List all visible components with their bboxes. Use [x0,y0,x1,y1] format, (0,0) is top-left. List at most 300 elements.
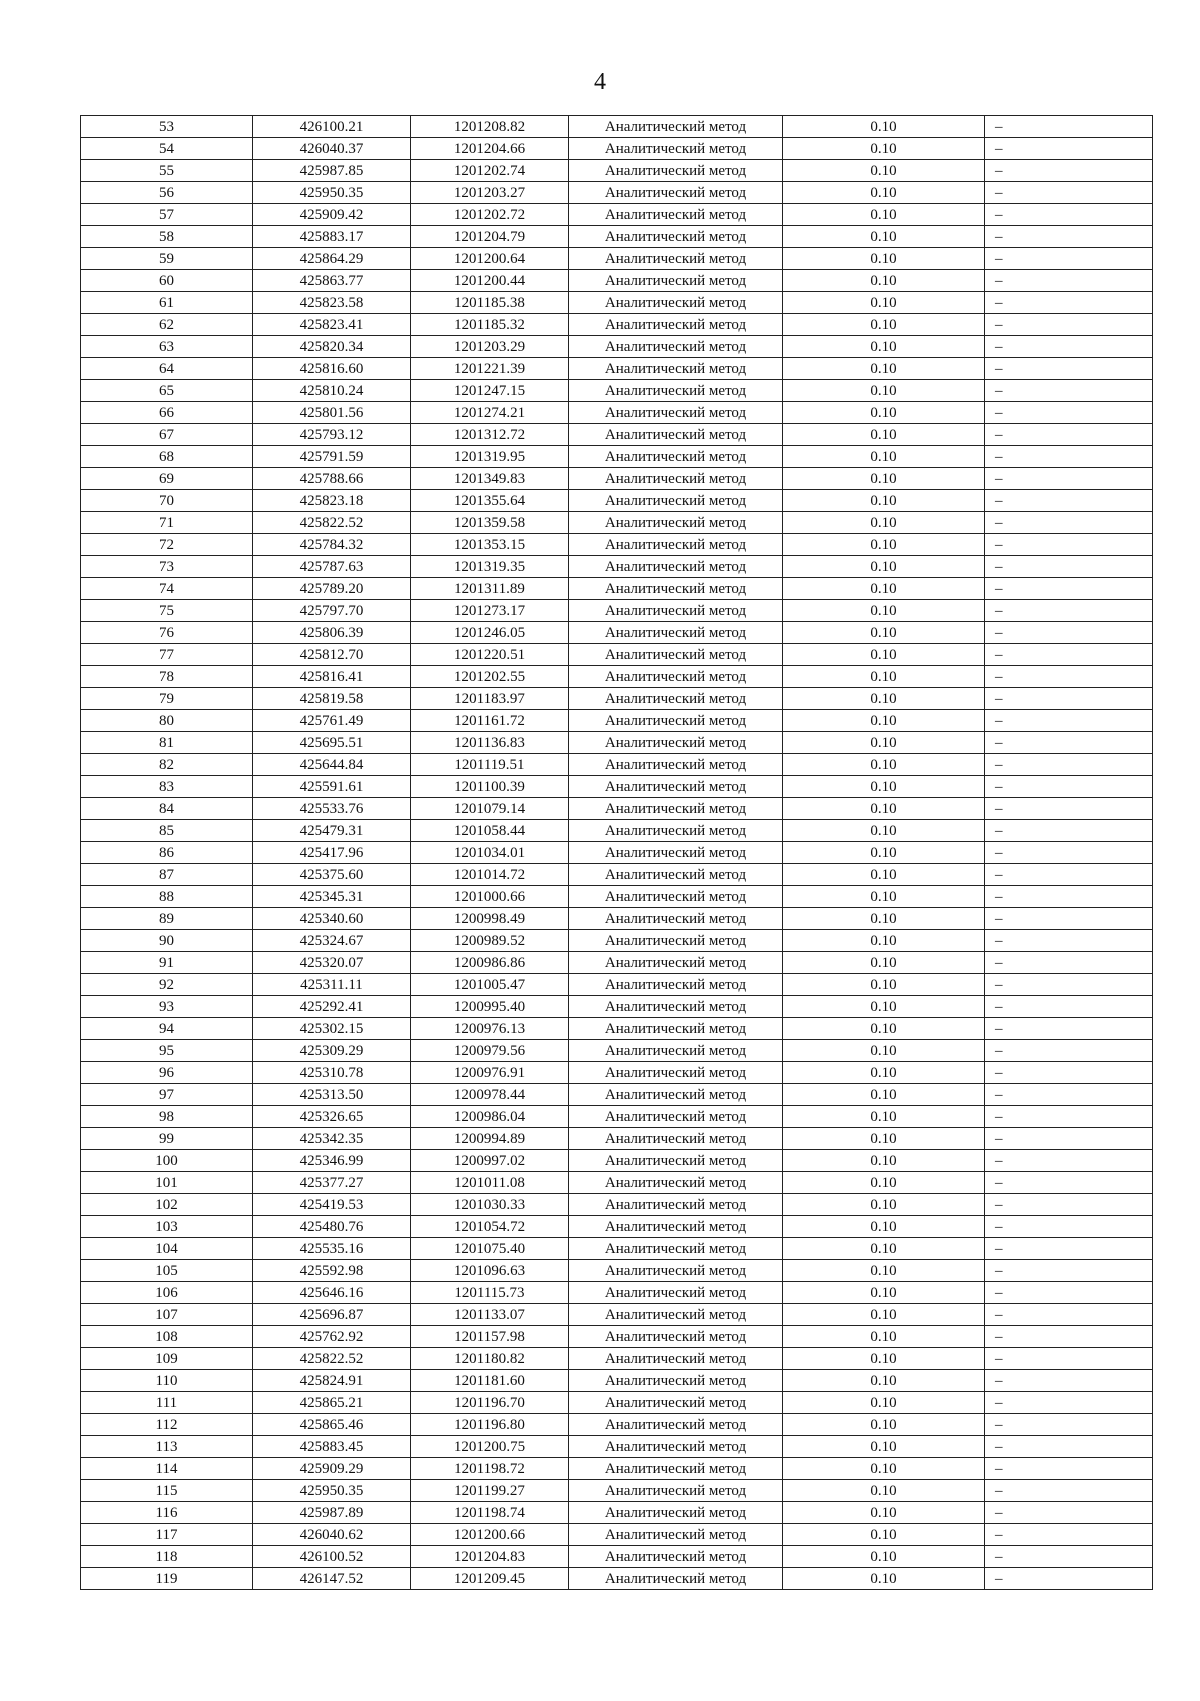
point-number-cell: 114 [81,1458,253,1480]
y-coordinate-cell: 1201200.66 [411,1524,569,1546]
point-number-cell: 75 [81,600,253,622]
description-cell: – [985,644,1153,666]
y-coordinate-cell: 1201100.39 [411,776,569,798]
x-coordinate-cell: 425592.98 [253,1260,411,1282]
x-coordinate-cell: 425820.34 [253,336,411,358]
precision-cell: 0.10 [783,644,985,666]
method-cell: Аналитический метод [569,160,783,182]
method-cell: Аналитический метод [569,1062,783,1084]
description-cell: – [985,732,1153,754]
description-cell: – [985,380,1153,402]
description-cell: – [985,270,1153,292]
method-cell: Аналитический метод [569,776,783,798]
x-coordinate-cell: 425812.70 [253,644,411,666]
description-cell: – [985,292,1153,314]
table-row [81,688,1153,710]
precision-cell: 0.10 [783,1436,985,1458]
point-number-cell: 77 [81,644,253,666]
precision-cell: 0.10 [783,1260,985,1282]
precision-cell: 0.10 [783,1524,985,1546]
method-cell: Аналитический метод [569,358,783,380]
x-coordinate-cell: 425909.42 [253,204,411,226]
method-cell: Аналитический метод [569,138,783,160]
description-cell: – [985,622,1153,644]
y-coordinate-cell: 1201180.82 [411,1348,569,1370]
precision-cell: 0.10 [783,226,985,248]
description-cell: – [985,402,1153,424]
x-coordinate-cell: 425479.31 [253,820,411,842]
table-row [81,534,1153,556]
x-coordinate-cell: 425591.61 [253,776,411,798]
precision-cell: 0.10 [783,248,985,270]
description-cell: – [985,446,1153,468]
x-coordinate-cell: 425883.45 [253,1436,411,1458]
precision-cell: 0.10 [783,1150,985,1172]
table-row [81,1326,1153,1348]
description-cell: – [985,864,1153,886]
point-number-cell: 85 [81,820,253,842]
table-row [81,138,1153,160]
description-cell: – [985,820,1153,842]
table-row [81,1128,1153,1150]
method-cell: Аналитический метод [569,1282,783,1304]
x-coordinate-cell: 426147.52 [253,1568,411,1590]
point-number-cell: 117 [81,1524,253,1546]
coordinates-table [80,115,1153,1590]
method-cell: Аналитический метод [569,1128,783,1150]
table-row [81,1282,1153,1304]
precision-cell: 0.10 [783,116,985,138]
precision-cell: 0.10 [783,952,985,974]
x-coordinate-cell: 425823.58 [253,292,411,314]
y-coordinate-cell: 1200989.52 [411,930,569,952]
x-coordinate-cell: 425417.96 [253,842,411,864]
method-cell: Аналитический метод [569,1304,783,1326]
point-number-cell: 68 [81,446,253,468]
point-number-cell: 107 [81,1304,253,1326]
description-cell: – [985,1392,1153,1414]
method-cell: Аналитический метод [569,248,783,270]
description-cell: – [985,798,1153,820]
point-number-cell: 80 [81,710,253,732]
description-cell: – [985,1370,1153,1392]
x-coordinate-cell: 425865.21 [253,1392,411,1414]
x-coordinate-cell: 425819.58 [253,688,411,710]
method-cell: Аналитический метод [569,842,783,864]
description-cell: – [985,556,1153,578]
method-cell: Аналитический метод [569,1370,783,1392]
precision-cell: 0.10 [783,1546,985,1568]
coordinates-table-body [81,116,1153,1590]
precision-cell: 0.10 [783,622,985,644]
description-cell: – [985,1194,1153,1216]
precision-cell: 0.10 [783,688,985,710]
x-coordinate-cell: 425310.78 [253,1062,411,1084]
description-cell: – [985,1436,1153,1458]
y-coordinate-cell: 1201209.45 [411,1568,569,1590]
point-number-cell: 60 [81,270,253,292]
point-number-cell: 76 [81,622,253,644]
x-coordinate-cell: 425987.89 [253,1502,411,1524]
table-row [81,292,1153,314]
precision-cell: 0.10 [783,314,985,336]
description-cell: – [985,908,1153,930]
table-row [81,820,1153,842]
method-cell: Аналитический метод [569,1018,783,1040]
precision-cell: 0.10 [783,1084,985,1106]
description-cell: – [985,182,1153,204]
description-cell: – [985,534,1153,556]
method-cell: Аналитический метод [569,1040,783,1062]
description-cell: – [985,776,1153,798]
precision-cell: 0.10 [783,1238,985,1260]
table-row [81,644,1153,666]
method-cell: Аналитический метод [569,226,783,248]
description-cell: – [985,974,1153,996]
x-coordinate-cell: 425309.29 [253,1040,411,1062]
y-coordinate-cell: 1201011.08 [411,1172,569,1194]
y-coordinate-cell: 1201312.72 [411,424,569,446]
point-number-cell: 70 [81,490,253,512]
y-coordinate-cell: 1200986.04 [411,1106,569,1128]
x-coordinate-cell: 425806.39 [253,622,411,644]
method-cell: Аналитический метод [569,710,783,732]
point-number-cell: 98 [81,1106,253,1128]
table-row [81,314,1153,336]
point-number-cell: 109 [81,1348,253,1370]
y-coordinate-cell: 1201034.01 [411,842,569,864]
y-coordinate-cell: 1201220.51 [411,644,569,666]
point-number-cell: 100 [81,1150,253,1172]
precision-cell: 0.10 [783,424,985,446]
precision-cell: 0.10 [783,1304,985,1326]
table-row [81,710,1153,732]
table-row [81,270,1153,292]
y-coordinate-cell: 1201198.72 [411,1458,569,1480]
y-coordinate-cell: 1201136.83 [411,732,569,754]
y-coordinate-cell: 1201054.72 [411,1216,569,1238]
table-row [81,1436,1153,1458]
x-coordinate-cell: 425788.66 [253,468,411,490]
description-cell: – [985,336,1153,358]
y-coordinate-cell: 1201183.97 [411,688,569,710]
description-cell: – [985,1260,1153,1282]
y-coordinate-cell: 1201200.44 [411,270,569,292]
method-cell: Аналитический метод [569,380,783,402]
description-cell: – [985,512,1153,534]
point-number-cell: 111 [81,1392,253,1414]
point-number-cell: 73 [81,556,253,578]
method-cell: Аналитический метод [569,1524,783,1546]
x-coordinate-cell: 425797.70 [253,600,411,622]
precision-cell: 0.10 [783,1062,985,1084]
point-number-cell: 113 [81,1436,253,1458]
method-cell: Аналитический метод [569,1568,783,1590]
point-number-cell: 57 [81,204,253,226]
point-number-cell: 105 [81,1260,253,1282]
method-cell: Аналитический метод [569,666,783,688]
table-row [81,380,1153,402]
method-cell: Аналитический метод [569,116,783,138]
y-coordinate-cell: 1201202.74 [411,160,569,182]
table-row [81,1546,1153,1568]
y-coordinate-cell: 1201349.83 [411,468,569,490]
y-coordinate-cell: 1201196.80 [411,1414,569,1436]
point-number-cell: 103 [81,1216,253,1238]
y-coordinate-cell: 1201000.66 [411,886,569,908]
x-coordinate-cell: 425822.52 [253,1348,411,1370]
method-cell: Аналитический метод [569,534,783,556]
x-coordinate-cell: 425793.12 [253,424,411,446]
point-number-cell: 119 [81,1568,253,1590]
x-coordinate-cell: 425320.07 [253,952,411,974]
description-cell: – [985,710,1153,732]
method-cell: Аналитический метод [569,864,783,886]
y-coordinate-cell: 1201157.98 [411,1326,569,1348]
y-coordinate-cell: 1201247.15 [411,380,569,402]
point-number-cell: 64 [81,358,253,380]
description-cell: – [985,930,1153,952]
method-cell: Аналитический метод [569,1348,783,1370]
precision-cell: 0.10 [783,798,985,820]
method-cell: Аналитический метод [569,292,783,314]
x-coordinate-cell: 425789.20 [253,578,411,600]
y-coordinate-cell: 1201359.58 [411,512,569,534]
x-coordinate-cell: 425787.63 [253,556,411,578]
x-coordinate-cell: 425823.41 [253,314,411,336]
point-number-cell: 79 [81,688,253,710]
method-cell: Аналитический метод [569,182,783,204]
x-coordinate-cell: 425375.60 [253,864,411,886]
y-coordinate-cell: 1201273.17 [411,600,569,622]
precision-cell: 0.10 [783,754,985,776]
x-coordinate-cell: 425480.76 [253,1216,411,1238]
y-coordinate-cell: 1201204.79 [411,226,569,248]
table-row [81,666,1153,688]
description-cell: – [985,754,1153,776]
description-cell: – [985,1018,1153,1040]
x-coordinate-cell: 425311.11 [253,974,411,996]
method-cell: Аналитический метод [569,644,783,666]
y-coordinate-cell: 1201133.07 [411,1304,569,1326]
y-coordinate-cell: 1201014.72 [411,864,569,886]
table-row [81,424,1153,446]
description-cell: – [985,1040,1153,1062]
description-cell: – [985,952,1153,974]
method-cell: Аналитический метод [569,204,783,226]
point-number-cell: 86 [81,842,253,864]
description-cell: – [985,578,1153,600]
precision-cell: 0.10 [783,446,985,468]
method-cell: Аналитический метод [569,1150,783,1172]
precision-cell: 0.10 [783,270,985,292]
precision-cell: 0.10 [783,908,985,930]
table-row [81,996,1153,1018]
table-row [81,952,1153,974]
description-cell: – [985,314,1153,336]
method-cell: Аналитический метод [569,1106,783,1128]
y-coordinate-cell: 1201203.29 [411,336,569,358]
y-coordinate-cell: 1201353.15 [411,534,569,556]
precision-cell: 0.10 [783,996,985,1018]
description-cell: – [985,996,1153,1018]
method-cell: Аналитический метод [569,1172,783,1194]
description-cell: – [985,666,1153,688]
precision-cell: 0.10 [783,358,985,380]
method-cell: Аналитический метод [569,336,783,358]
table-row [81,1172,1153,1194]
method-cell: Аналитический метод [569,402,783,424]
y-coordinate-cell: 1201198.74 [411,1502,569,1524]
x-coordinate-cell: 425863.77 [253,270,411,292]
description-cell: – [985,1480,1153,1502]
description-cell: – [985,1128,1153,1150]
method-cell: Аналитический метод [569,798,783,820]
precision-cell: 0.10 [783,732,985,754]
x-coordinate-cell: 426040.37 [253,138,411,160]
y-coordinate-cell: 1201075.40 [411,1238,569,1260]
point-number-cell: 88 [81,886,253,908]
precision-cell: 0.10 [783,402,985,424]
method-cell: Аналитический метод [569,468,783,490]
method-cell: Аналитический метод [569,446,783,468]
description-cell: – [985,1458,1153,1480]
y-coordinate-cell: 1200976.91 [411,1062,569,1084]
y-coordinate-cell: 1201181.60 [411,1370,569,1392]
table-row [81,1392,1153,1414]
point-number-cell: 101 [81,1172,253,1194]
table-row [81,468,1153,490]
point-number-cell: 58 [81,226,253,248]
table-row [81,358,1153,380]
table-row [81,336,1153,358]
y-coordinate-cell: 1200998.49 [411,908,569,930]
description-cell: – [985,226,1153,248]
x-coordinate-cell: 425864.29 [253,248,411,270]
y-coordinate-cell: 1201202.55 [411,666,569,688]
precision-cell: 0.10 [783,820,985,842]
table-row [81,1348,1153,1370]
point-number-cell: 72 [81,534,253,556]
table-row [81,1524,1153,1546]
precision-cell: 0.10 [783,556,985,578]
table-row [81,1106,1153,1128]
description-cell: – [985,1172,1153,1194]
y-coordinate-cell: 1201355.64 [411,490,569,512]
x-coordinate-cell: 425823.18 [253,490,411,512]
table-row [81,622,1153,644]
table-row [81,1480,1153,1502]
point-number-cell: 63 [81,336,253,358]
y-coordinate-cell: 1201115.73 [411,1282,569,1304]
table-row [81,1216,1153,1238]
y-coordinate-cell: 1201200.64 [411,248,569,270]
precision-cell: 0.10 [783,930,985,952]
precision-cell: 0.10 [783,974,985,996]
method-cell: Аналитический метод [569,688,783,710]
y-coordinate-cell: 1201274.21 [411,402,569,424]
method-cell: Аналитический метод [569,1480,783,1502]
description-cell: – [985,138,1153,160]
table-row [81,182,1153,204]
y-coordinate-cell: 1200995.40 [411,996,569,1018]
point-number-cell: 61 [81,292,253,314]
precision-cell: 0.10 [783,578,985,600]
x-coordinate-cell: 426100.52 [253,1546,411,1568]
x-coordinate-cell: 425695.51 [253,732,411,754]
x-coordinate-cell: 425816.41 [253,666,411,688]
precision-cell: 0.10 [783,468,985,490]
point-number-cell: 81 [81,732,253,754]
table-row [81,1150,1153,1172]
precision-cell: 0.10 [783,336,985,358]
table-row [81,1502,1153,1524]
description-cell: – [985,1414,1153,1436]
precision-cell: 0.10 [783,160,985,182]
point-number-cell: 96 [81,1062,253,1084]
table-row [81,1062,1153,1084]
description-cell: – [985,116,1153,138]
table-row [81,116,1153,138]
table-row [81,1260,1153,1282]
y-coordinate-cell: 1201079.14 [411,798,569,820]
x-coordinate-cell: 425533.76 [253,798,411,820]
x-coordinate-cell: 425987.85 [253,160,411,182]
table-row [81,402,1153,424]
table-row [81,864,1153,886]
x-coordinate-cell: 425324.67 [253,930,411,952]
method-cell: Аналитический метод [569,1458,783,1480]
precision-cell: 0.10 [783,842,985,864]
x-coordinate-cell: 425761.49 [253,710,411,732]
description-cell: – [985,1062,1153,1084]
table-row [81,1238,1153,1260]
precision-cell: 0.10 [783,138,985,160]
precision-cell: 0.10 [783,292,985,314]
description-cell: – [985,1238,1153,1260]
description-cell: – [985,1568,1153,1590]
precision-cell: 0.10 [783,1392,985,1414]
method-cell: Аналитический метод [569,1414,783,1436]
precision-cell: 0.10 [783,182,985,204]
x-coordinate-cell: 425535.16 [253,1238,411,1260]
point-number-cell: 66 [81,402,253,424]
precision-cell: 0.10 [783,512,985,534]
y-coordinate-cell: 1201196.70 [411,1392,569,1414]
table-row [81,204,1153,226]
method-cell: Аналитический метод [569,512,783,534]
point-number-cell: 87 [81,864,253,886]
y-coordinate-cell: 1201119.51 [411,754,569,776]
precision-cell: 0.10 [783,776,985,798]
table-row [81,754,1153,776]
method-cell: Аналитический метод [569,490,783,512]
y-coordinate-cell: 1201030.33 [411,1194,569,1216]
method-cell: Аналитический метод [569,1194,783,1216]
point-number-cell: 54 [81,138,253,160]
y-coordinate-cell: 1201058.44 [411,820,569,842]
method-cell: Аналитический метод [569,996,783,1018]
x-coordinate-cell: 425326.65 [253,1106,411,1128]
description-cell: – [985,600,1153,622]
x-coordinate-cell: 425696.87 [253,1304,411,1326]
table-row [81,578,1153,600]
precision-cell: 0.10 [783,1216,985,1238]
x-coordinate-cell: 425419.53 [253,1194,411,1216]
table-row [81,1304,1153,1326]
table-row [81,1194,1153,1216]
x-coordinate-cell: 425346.99 [253,1150,411,1172]
